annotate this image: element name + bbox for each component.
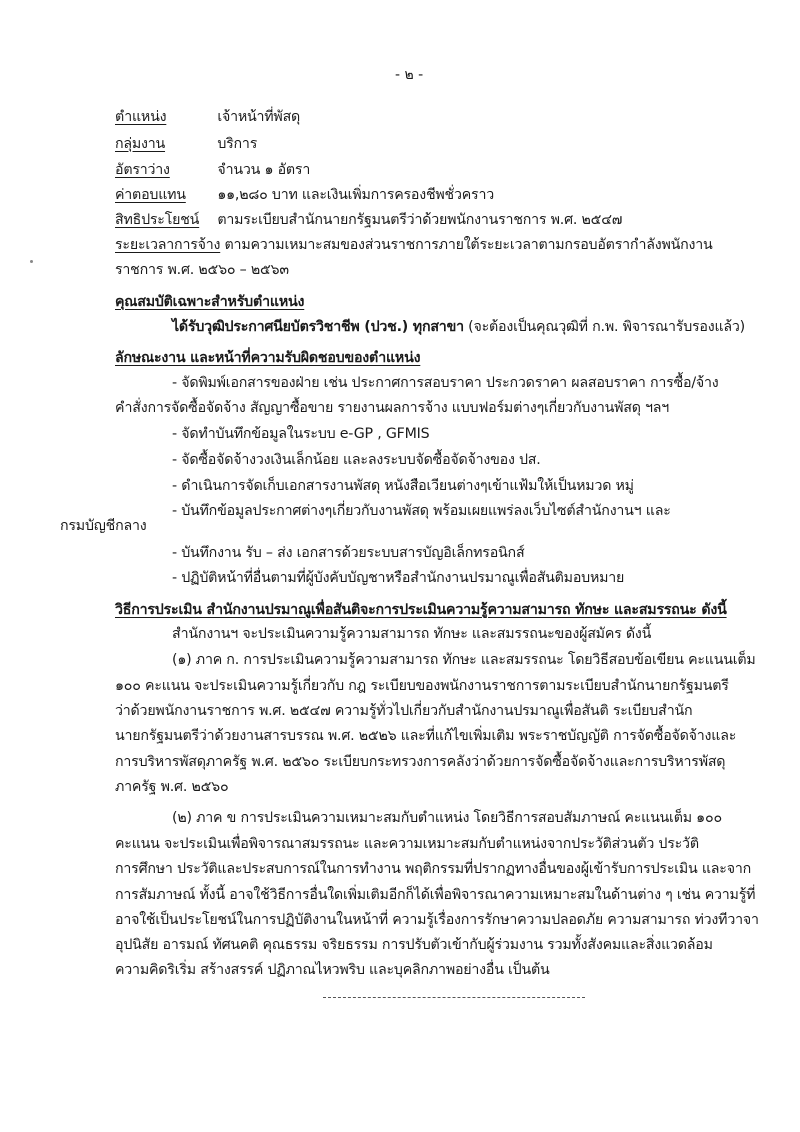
field-employment-period (115, 235, 713, 255)
evaluation-part2-line: คะแนน จะประเมินเพื่อพิจารณาสมรรถนะ และความเหมาะสมกับตำแหน่งจากประวัติส่วนตัว ประวัติ (115, 836, 699, 852)
evaluation-part1-line: นายกรัฐมนตรีว่าด้วยงานสารบรรณ พ.ศ. ๒๕๒๖ และที่แก้ไขเพิ่มเติม พระราชบัญญัติ การจัดซื้อจัดจ้างและ (115, 728, 737, 744)
duty-item-continuation: กรมบัญชีกลาง (60, 518, 147, 534)
duty-item: - จัดทำบันทึกข้อมูลในระบบ e-GP , GFMIS (172, 426, 430, 442)
field-label: สิทธิประโยชน์ (115, 212, 200, 228)
evaluation-part1-line: ว่าด้วยพนักงานราชการ พ.ศ. ๒๕๔๗ ความรู้ทั่วไปเกี่ยวกับสำนักงานปรมาณูเพื่อสันติ ระเบียบสำนัก (115, 703, 693, 719)
end-divider (323, 997, 585, 998)
field-value: จำนวน ๑ อัตรา (217, 162, 311, 178)
evaluation-part1-line: (๑) ภาค ก. การประเมินความรู้ความสามารถ ทักษะ และสมรรถนะ โดยวิธีสอบข้อเขียน คะแนนเต็ม (172, 652, 756, 668)
duty-item: - จัดซื้อจัดจ้างวงเงินเล็กน้อย และลงระบบจัดซื้อจัดจ้างของ ปส. (172, 452, 541, 468)
qualification-note: (จะต้องเป็นคุณวุฒิที่ ก.พ. พิจารณารับรองแล้ว) (463, 319, 746, 335)
evaluation-part2-line: (๒) ภาค ข การประเมินความเหมาะสมกับตำแหน่ง โดยวิธีการสอบสัมภาษณ์ คะแนนเต็ม ๑๐๐ (172, 810, 722, 826)
field-label: ตำแหน่ง (115, 109, 167, 125)
duty-item: - ดำเนินการจัดเก็บเอกสารงานพัสดุ หนังสือเวียนต่างๆเข้าแฟ้มให้เป็นหมวด หมู่ (172, 478, 634, 494)
evaluation-part1-line: ภาครัฐ พ.ศ. ๒๕๖๐ (115, 779, 229, 795)
qualifications-text (172, 317, 745, 337)
duty-item: - บันทึกงาน รับ – ส่ง เอกสารด้วยระบบสารบัญอิเล็กทรอนิกส์ (172, 545, 525, 561)
evaluation-part2-line: การศึกษา ประวัติและประสบการณ์ในการทำงาน พฤติกรรมที่ปรากฏทางอื่นของผู้เข้ารับการประเมิน และจาก (115, 861, 751, 877)
evaluation-part2-line: อาจใช้เป็นประโยชน์ในการปฏิบัติงานในหน้าที่ ความรู้เรื่องการรักษาความปลอดภัย ความสามารถ ท่วงทีวาจา (115, 912, 759, 928)
field-group (115, 134, 257, 154)
field-compensation (115, 185, 494, 205)
duty-item: - บันทึกข้อมูลประกาศต่างๆเกี่ยวกับงานพัสดุ พร้อมเผยแพร่ลงเว็บไซต์สำนักงานฯ และ (172, 503, 671, 519)
field-label: ค่าตอบแทน (115, 187, 186, 203)
page-number: - ๒ - (395, 67, 424, 83)
evaluation-part1-line: การบริหารพัสดุภาครัฐ พ.ศ. ๒๕๖๐ ระเบียบกระทรวงการคลังว่าด้วยการจัดซื้อจัดจ้างและการบริหารพัสดุ (115, 754, 726, 770)
scan-speck (30, 260, 33, 263)
field-value: ตามระเบียบสำนักนายกรัฐมนตรีว่าด้วยพนักงานราชการ พ.ศ. ๒๕๔๗ (217, 212, 623, 228)
qualification-degree: ได้รับวุฒิประกาศนียบัตรวิชาชีพ (ปวช.) ทุกสาขา (172, 319, 464, 335)
field-label: ระยะเวลาการจ้าง (115, 237, 221, 253)
evaluation-part1-line: ๑๐๐ คะแนน จะประเมินความรู้เกี่ยวกับ กฎ ระเบียบของพนักงานราชการตามระเบียบสำนักนายกรัฐมนตรี (115, 678, 729, 694)
field-benefits (115, 210, 622, 230)
evaluation-part2-line: ความคิดริเริ่ม สร้างสรรค์ ปฏิภาณไหวพริบ และบุคลิกภาพอย่างอื่น เป็นต้น (115, 962, 550, 978)
field-label: อัตราว่าง (115, 162, 170, 178)
duty-item: - จัดพิมพ์เอกสารของฝ่าย เช่น ประกาศการสอบราคา ประกวดราคา ผลสอบราคา การซื้อ/จ้าง (172, 375, 719, 391)
field-value: บริการ (217, 136, 258, 152)
evaluation-part2-line: การสัมภาษณ์ ทั้งนี้ อาจใช้วิธีการอื่นใดเพิ่มเติมอีกก็ได้เพื่อพิจารณาความเหมาะสมในด้านต่าง ๆ เช่น ความรู้ที่ (115, 887, 756, 903)
field-position (115, 107, 300, 127)
evaluation-intro: สำนักงานฯ จะประเมินความรู้ความสามารถ ทักษะ และสมรรถนะของผู้สมัคร ดังนี้ (172, 626, 652, 642)
duties-heading: ลักษณะงาน และหน้าที่ความรับผิดชอบของตำแหน่ง (115, 350, 421, 366)
evaluation-part2-line: อุปนิสัย อารมณ์ ทัศนคติ คุณธรรม จริยธรรม การปรับตัวเข้ากับผู้ร่วมงาน รวมทั้งสังคมและสิ่งแวดล้อม (115, 937, 713, 953)
duty-item-continuation: คำสั่งการจัดซื้อจัดจ้าง สัญญาซื้อขาย รายงานผลการจ้าง แบบฟอร์มต่างๆเกี่ยวกับงานพัสดุ ฯลฯ (115, 400, 670, 416)
duty-item: - ปฏิบัติหน้าที่อื่นตามที่ผู้บังคับบัญชาหรือสำนักงานปรมาณูเพื่อสันติมอบหมาย (172, 570, 625, 586)
field-value: ๑๑,๒๘๐ บาท และเงินเพิ่มการครองชีพชั่วคราว (217, 187, 494, 203)
field-label: กลุ่มงาน (115, 136, 166, 152)
qualifications-heading: คุณสมบัติเฉพาะสำหรับตำแหน่ง (115, 294, 305, 310)
field-value: เจ้าหน้าที่พัสดุ (217, 109, 301, 125)
field-vacancy (115, 160, 310, 180)
field-value: ตามความเหมาะสมของส่วนราชการภายใต้ระยะเวลาตามกรอบอัตรากำลังพนักงาน (224, 237, 713, 253)
field-employment-period-continuation: ราชการ พ.ศ. ๒๕๖๐ – ๒๕๖๓ (115, 262, 289, 278)
evaluation-heading: วิธีการประเมิน สำนักงานปรมาณูเพื่อสันติจะการประเมินความรู้ความสามารถ ทักษะ และสมรรถนะ ดังนี้ (115, 602, 727, 618)
